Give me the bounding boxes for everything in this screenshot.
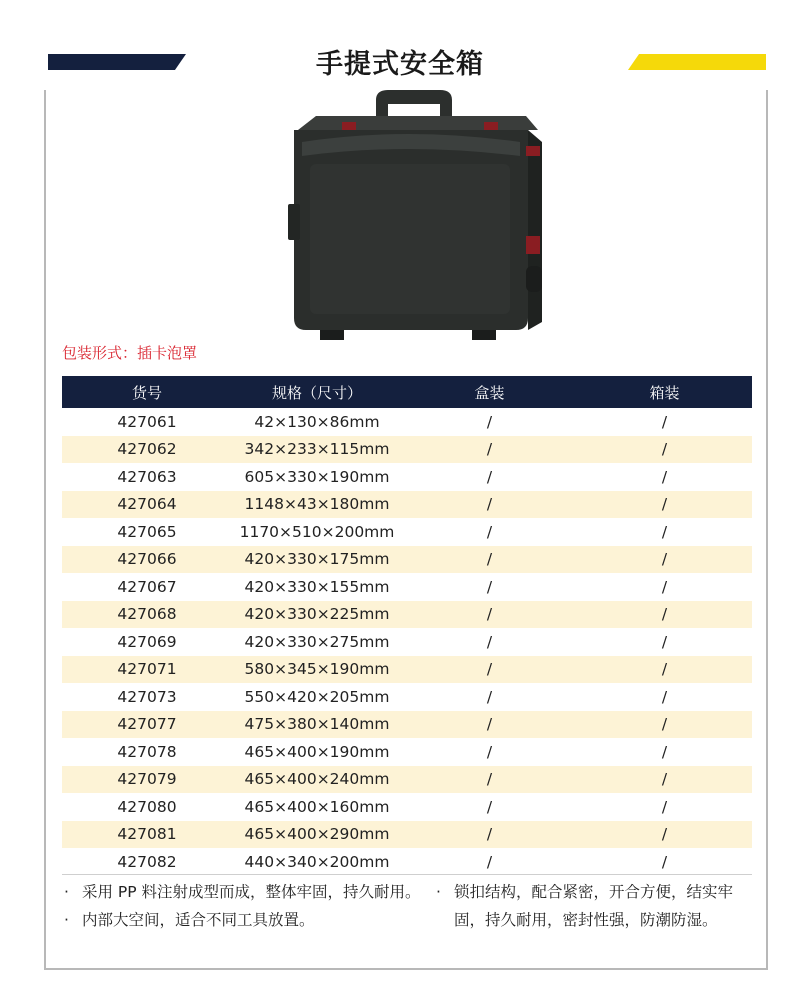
note-text: 内部大空间，适合不同工具放置。: [82, 911, 315, 929]
page-title: 手提式安全箱: [316, 49, 484, 80]
table-cell: /: [486, 715, 493, 734]
table-cell: 427080: [117, 797, 177, 816]
table-cell: 427067: [117, 577, 177, 596]
table-row: [62, 848, 752, 876]
table-cell: /: [661, 632, 668, 651]
table-cell: /: [486, 632, 493, 651]
table-cell: /: [486, 467, 493, 486]
table-row: [62, 463, 752, 491]
table-cell: 427077: [117, 715, 177, 734]
table-cell: 420×330×175mm: [244, 550, 390, 569]
table-cell: /: [661, 577, 668, 596]
carry-case-image: [276, 86, 546, 348]
packaging-line: [62, 342, 197, 363]
packaging-label: 包装形式：: [62, 344, 138, 362]
table-cell: 605×330×190mm: [244, 467, 390, 486]
table-cell: /: [661, 440, 668, 459]
table-cell: 1170×510×200mm: [239, 522, 395, 541]
note-item: [434, 878, 754, 934]
table-cell: /: [486, 660, 493, 679]
note-item: [62, 906, 422, 934]
table-cell: /: [486, 412, 493, 431]
table-cell: 427068: [117, 605, 177, 624]
column-header: 货号: [131, 383, 162, 402]
table-row: [62, 738, 752, 766]
table-cell: /: [486, 495, 493, 514]
table-cell: 427081: [117, 825, 177, 844]
table-cell: 342×233×115mm: [244, 440, 390, 459]
table-cell: 427069: [117, 632, 177, 651]
table-cell: 475×380×140mm: [244, 715, 390, 734]
table-cell: 427061: [117, 412, 177, 431]
table-cell: 580×345×190mm: [244, 660, 390, 679]
table-row: [62, 518, 752, 546]
bullet-icon: ·: [64, 911, 69, 929]
notes-divider: [62, 874, 752, 875]
bullet-icon: ·: [436, 883, 441, 901]
table-cell: /: [661, 797, 668, 816]
table-cell: /: [486, 687, 493, 706]
table-cell: /: [661, 660, 668, 679]
table-cell: 465×400×290mm: [244, 825, 390, 844]
table-row: [62, 628, 752, 656]
table-cell: /: [486, 797, 493, 816]
column-header: 箱装: [649, 383, 680, 402]
table-cell: 465×400×160mm: [244, 797, 390, 816]
table-cell: 427079: [117, 770, 177, 789]
notes-right-column: [434, 878, 754, 934]
table-cell: /: [661, 825, 668, 844]
table-row: [62, 711, 752, 739]
note-item: [62, 878, 422, 906]
table-cell: /: [661, 770, 668, 789]
packaging-value: 插卡泡罩: [137, 344, 198, 362]
table-cell: /: [661, 605, 668, 624]
table-cell: /: [661, 522, 668, 541]
table-cell: 427063: [117, 467, 177, 486]
table-cell: /: [661, 687, 668, 706]
table-cell: 550×420×205mm: [244, 687, 390, 706]
table-cell: /: [486, 852, 493, 871]
spec-table: [62, 376, 752, 876]
bullet-icon: ·: [64, 883, 69, 901]
table-cell: 427062: [117, 440, 177, 459]
table-cell: 427082: [117, 852, 177, 871]
table-cell: 465×400×240mm: [244, 770, 390, 789]
table-cell: /: [661, 412, 668, 431]
table-cell: /: [661, 550, 668, 569]
table-row: [62, 821, 752, 849]
table-cell: 420×330×155mm: [244, 577, 390, 596]
table-cell: /: [486, 440, 493, 459]
table-row: [62, 436, 752, 464]
table-cell: 427078: [117, 742, 177, 761]
table-cell: 427064: [117, 495, 177, 514]
column-header: 盒装: [474, 383, 505, 402]
table-cell: /: [486, 522, 493, 541]
table-cell: /: [486, 605, 493, 624]
table-cell: 427071: [117, 660, 177, 679]
table-cell: 427073: [117, 687, 177, 706]
table-cell: /: [661, 495, 668, 514]
table-cell: 420×330×275mm: [244, 632, 390, 651]
table-cell: /: [486, 825, 493, 844]
table-row: [62, 491, 752, 519]
table-row: [62, 683, 752, 711]
table-row: [62, 573, 752, 601]
table-row: [62, 408, 752, 436]
table-cell: 42×130×86mm: [254, 412, 380, 431]
table-cell: /: [486, 742, 493, 761]
column-header: 规格（尺寸）: [271, 383, 362, 402]
table-cell: /: [661, 715, 668, 734]
table-cell: /: [486, 550, 493, 569]
table-cell: 1148×43×180mm: [244, 495, 390, 514]
table-row: [62, 546, 752, 574]
table-cell: /: [661, 467, 668, 486]
table-cell: 465×400×190mm: [244, 742, 390, 761]
table-cell: /: [486, 770, 493, 789]
table-row: [62, 601, 752, 629]
note-text: 锁扣结构，配合紧密，开合方便，结实牢固，持久耐用，密封性强，防潮防湿。: [454, 883, 734, 929]
feature-notes: [62, 878, 762, 968]
table-cell: /: [486, 577, 493, 596]
table-header-row: [62, 376, 752, 408]
table-cell: /: [661, 742, 668, 761]
table-row: [62, 793, 752, 821]
table-row: [62, 766, 752, 794]
table-cell: 420×330×225mm: [244, 605, 390, 624]
decor-bar-right: [628, 54, 766, 70]
table-cell: /: [661, 852, 668, 871]
table-cell: 440×340×200mm: [244, 852, 390, 871]
table-row: [62, 656, 752, 684]
header: [0, 0, 800, 90]
notes-left-column: [62, 878, 422, 934]
table-cell: 427065: [117, 522, 177, 541]
note-text: 采用 PP 料注射成型而成，整体牢固，持久耐用。: [82, 883, 421, 901]
table-cell: 427066: [117, 550, 177, 569]
